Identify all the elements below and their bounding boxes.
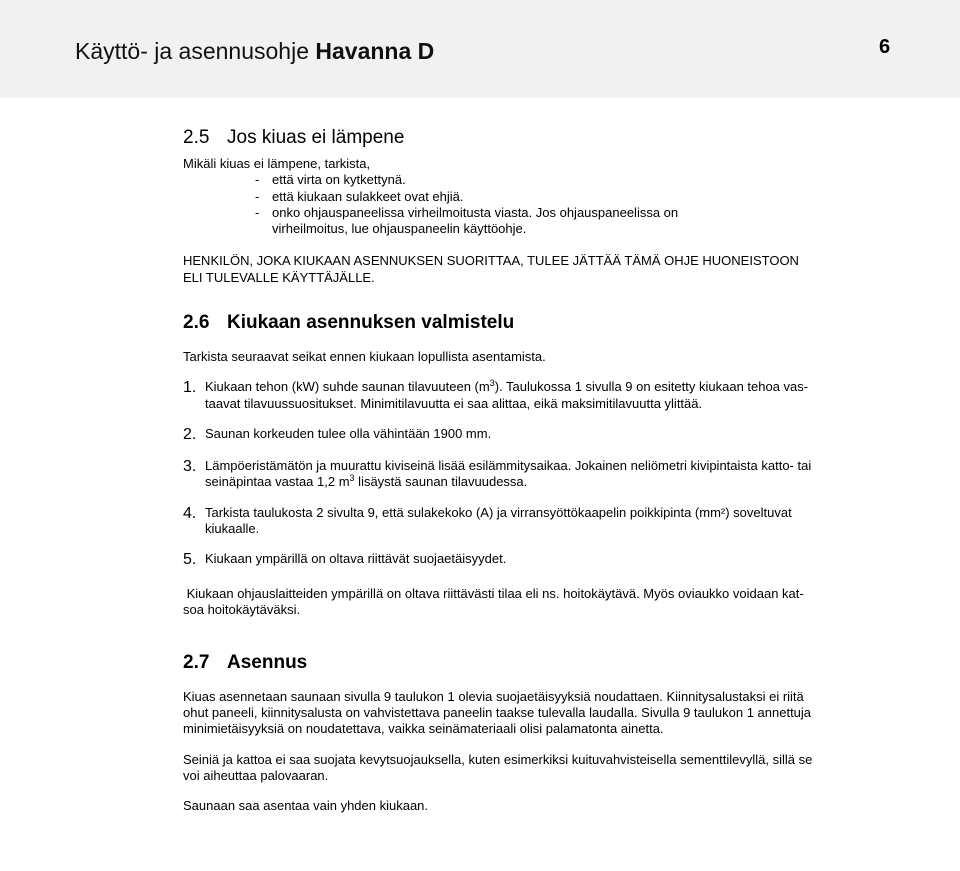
section-number: 2.5 bbox=[183, 127, 210, 148]
document-title-prefix: Käyttö- ja asennusohje bbox=[75, 38, 316, 64]
maintenance-note-line: soa hoitokäytäväksi. bbox=[183, 602, 301, 618]
list-item: 2. Saunan korkeuden tulee olla vähintään 1900 mm. bbox=[183, 425, 492, 443]
list-item: 4. Tarkista taulukosta 2 sivulta 9, että sulakekoko (A) ja virransyöttökaapelin poikkipinta (mm²) soveltuvat kiukaalle. bbox=[183, 504, 792, 536]
installation-paragraph-line: Kiuas asennetaan saunaan sivulla 9 taulukon 1 olevia suojaetäisyyksiä noudattaen. Kiinnitysalustaksi ei riitä bbox=[183, 688, 804, 704]
section-title: Jos kiuas ei lämpene bbox=[227, 127, 405, 148]
list-item: 1. Kiukaan tehon (kW) suhde saunan tilavuuteen $(m^3)$. Taulukossa 1 sivulla 9 on esitetty kiukaan tehoa vas- taavat tilavuussuositukset. Minimitilavuutta ei saa alittaa, eikä maksimitilavuutta ylittää. bbox=[183, 378, 809, 411]
section-number: 2.6 bbox=[183, 312, 210, 334]
installation-paragraph-line: minimietäisyyksiä on noudatettava, vaikka seinämateriaali olisi palamatonta ainetta. bbox=[183, 721, 664, 737]
installation-paragraph-line: ohut paneeli, kiinnitysalusta on vahvistettava paneelin taakse tulevalla laudalla. Sivulla 9 taulukon 1 annettuja bbox=[183, 705, 812, 721]
single-heater-note: Saunaan saa asentaa vain yhden kiukaan. bbox=[183, 798, 429, 814]
section-title: Asennus bbox=[227, 651, 308, 673]
document-title bbox=[75, 38, 434, 65]
page-number: 6 bbox=[879, 36, 891, 58]
maintenance-note-line: Kiukaan ohjauslaitteiden ympärillä on oltava riittävästi tilaa eli ns. hoitokäytävä. Myös oviaukko voidaan kat- bbox=[183, 586, 804, 602]
section-title: Kiukaan asennuksen valmistelu bbox=[227, 312, 515, 334]
section-heading-2-5 bbox=[183, 126, 893, 150]
section-heading-2-7 bbox=[183, 651, 893, 675]
check-item-continuation: virheilmoitus, lue ohjauspaneelin käyttöohje. bbox=[272, 221, 527, 237]
section-2-6-intro: Tarkista seuraavat seikat ennen kiukaan lopullista asentamista. bbox=[183, 349, 546, 365]
page-header bbox=[0, 0, 960, 98]
installer-notice-line: ELI TULEVALLE KÄYTTÄJÄLLE. bbox=[183, 269, 375, 285]
page-content bbox=[183, 126, 893, 815]
section-heading-2-6 bbox=[183, 311, 893, 335]
section-2-5-intro: Mikäli kiuas ei lämpene, tarkista, bbox=[183, 156, 371, 171]
list-item: 3. Lämpöeristämätön ja muurattu kiviseinä lisää esilämmitysaikaa. Jokainen neliömetri kivipintaista katto- tai seinäpintaa vastaa 1,2 $m^3$ lisäystä saunan tilavuudessa. bbox=[183, 457, 812, 490]
list-item: 5. Kiukaan ympärillä on oltava riittävät suojaetäisyydet. bbox=[183, 551, 507, 569]
check-item: - että virta on kytkettynä. bbox=[255, 172, 406, 188]
document-title-model: Havanna D bbox=[315, 38, 435, 64]
protection-paragraph-line: voi aiheuttaa palovaaran. bbox=[183, 767, 329, 783]
installer-notice-line: HENKILÖN, JOKA KIUKAAN ASENNUKSEN SUORITTAA, TULEE JÄTTÄÄ TÄMÄ OHJE HUONEISTOON bbox=[183, 253, 799, 269]
check-item: - onko ohjauspaneelissa virheilmoitusta viasta. Jos ohjauspaneelissa on bbox=[255, 204, 679, 220]
protection-paragraph-line: Seiniä ja kattoa ei saa suojata kevytsuojauksella, kuten esimerkiksi kuituvahvisteisella sementtilevyllä, sillä se bbox=[183, 751, 813, 767]
section-number: 2.7 bbox=[183, 651, 210, 673]
check-item: - että kiukaan sulakkeet ovat ehjiä. bbox=[255, 188, 464, 204]
